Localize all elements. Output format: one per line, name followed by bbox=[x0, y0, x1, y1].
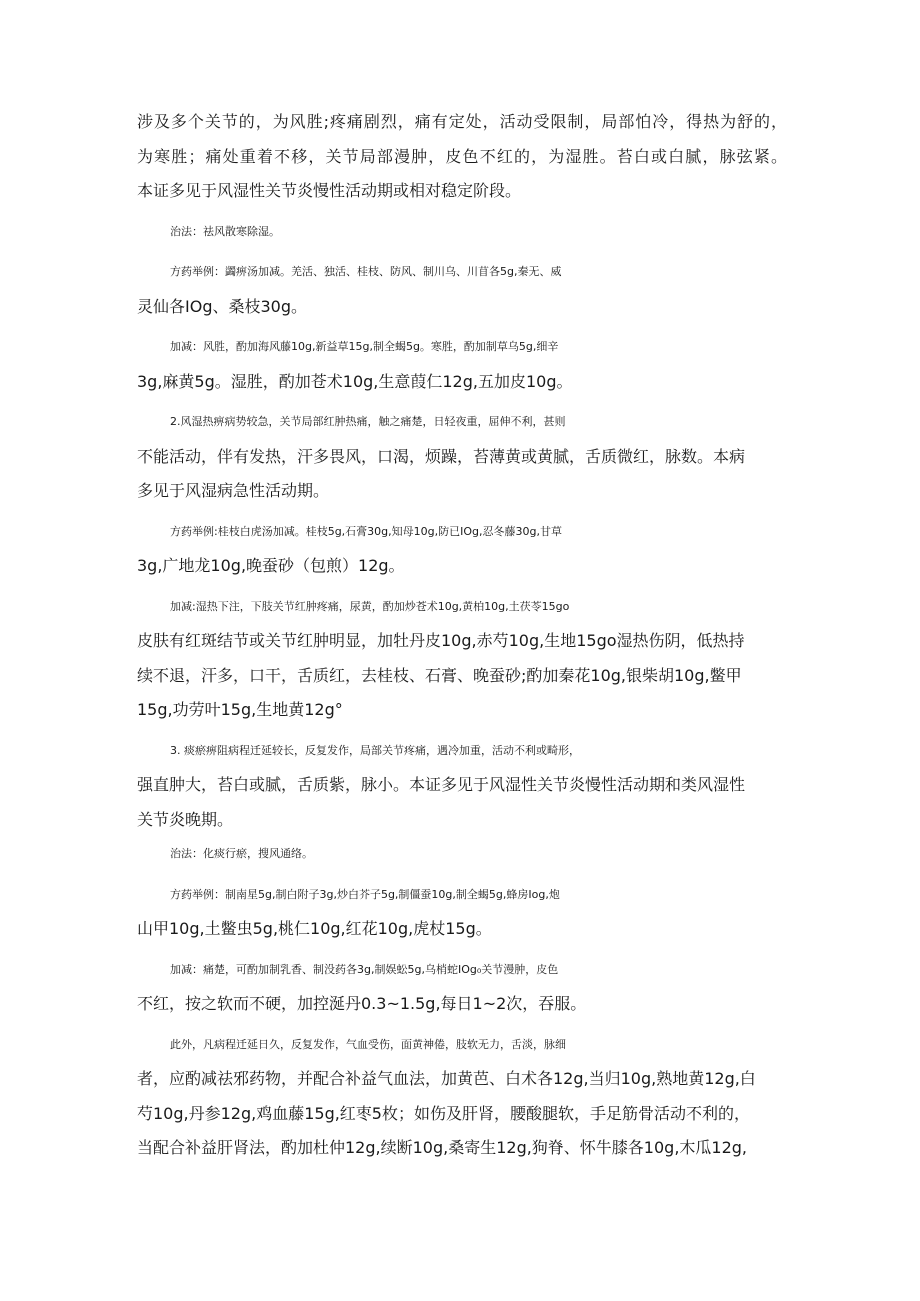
text-line: 当配合补益肝肾法，酌加杜仲12g,续断10g,桑寄生12g,狗脊、怀牛膝各10g,木瓜12g, bbox=[137, 1138, 748, 1157]
text-line: 3. 痰瘀痹阻病程迁延较长，反复发作，局部关节疼痛，遇冷加重，活动不利或畸形， bbox=[170, 743, 580, 757]
text-line: 强直肿大，苔白或腻，舌质紫，脉小。本证多见于风湿性关节炎慢性活动期和类风湿性 bbox=[137, 775, 746, 794]
text-line: 灵仙各IOg、桑枝30g。 bbox=[137, 296, 307, 316]
text-line: 治法：化痰行瘀，搜风通络。 bbox=[170, 847, 313, 860]
text-line: 此外，凡病程迁延日久，反复发作，气血受伤，面黄神倦，肢软无力，舌淡，脉细 bbox=[170, 1037, 566, 1051]
text-line: 15g,功劳叶15g,生地黄12g° bbox=[137, 700, 343, 719]
text-line: 者，应酌减祛邪药物，并配合补益气血法，加黄芭、白术各12g,当归10g,熟地黄12g,白 bbox=[137, 1069, 756, 1088]
text-line: 3g,麻黄5g。湿胜，酌加苍术10g,生意葭仁12g,五加皮10g。 bbox=[137, 371, 573, 391]
text-line: 涉及多个关节的，为风胜;疼痛剧烈，痛有定处，活动受限制，局部怕冷，得热为舒的， bbox=[137, 112, 787, 131]
text-line: 方药举例：制南星5g,制白附子3g,炒白芥子5g,制僵蚕10g,制全蝎5g,蜂房Iog,炮 bbox=[170, 887, 560, 901]
text-line: 芍10g,丹参12g,鸡血藤15g,红枣5枚；如伤及肝肾，腰酸腿软，手足筋骨活动不利的， bbox=[137, 1103, 750, 1123]
text-line: 方药举例：蠲痹汤加减。羌活、独活、桂枝、防风、制川乌、川苜各5g,秦无、威 bbox=[170, 265, 562, 278]
text-line: 3g,广地龙10g,晚蚕砂（包煎）12g。 bbox=[137, 556, 405, 575]
text-line: 2.风湿热痹病势较急，关节局部红肿热痛，触之痛楚，日轻夜重，屈伸不利，甚则 bbox=[170, 415, 566, 428]
text-line: 加减:湿热下注，下肢关节红肿疼痛，尿黄，酌加炒苍术10g,黄柏10g,土茯苓15go bbox=[170, 599, 570, 613]
text-line: 山甲10g,土鳖虫5g,桃仁10g,红花10g,虎杖15g。 bbox=[137, 919, 492, 938]
text-line: 续不退，汗多，口干，舌质红，去桂枝、石膏、晚蚕砂;酌加秦花10g,银柴胡10g,鳖甲 bbox=[137, 665, 742, 685]
text-line: 为寒胜；痛处重着不移，关节局部漫肿，皮色不红的，为湿胜。苔白或白腻，脉弦紧。 bbox=[137, 146, 787, 166]
text-line: 本证多见于风湿性关节炎慢性活动期或相对稳定阶段。 bbox=[137, 181, 522, 200]
text-line: 不红，按之软而不硬，加控涎丹0.3~1.5g,每日1~2次，吞服。 bbox=[137, 994, 587, 1013]
text-line: 方药举例:桂枝白虎汤加减。桂枝5g,石膏30g,知母10g,防已IOg,忍冬藤30g,甘草 bbox=[170, 524, 562, 538]
document-body bbox=[137, 105, 787, 1166]
text-line: 治法：祛风散寒除湿。 bbox=[170, 224, 280, 238]
text-line: 关节炎晚期。 bbox=[137, 809, 234, 829]
text-line: 加减：风胜，酌加海风藤10g,新益草15g,制全蝎5g。寒胜，酌加制草乌5g,细辛 bbox=[170, 340, 559, 353]
text-line: 皮肤有红斑结节或关节红肿明显，加牡丹皮10g,赤芍10g,生地15go湿热伤阴，低热持 bbox=[137, 631, 745, 650]
text-line: 不能活动，伴有发热，汗多畏风，口渴，烦躁，苔薄黄或黄腻，舌质微红，脉数。本病 bbox=[137, 446, 746, 466]
text-line: 多见于风湿病急性活动期。 bbox=[137, 481, 330, 500]
text-line: 加减：痛楚，可酌加制乳香、制没药各3g,制娱蚣5g,乌梢蛇IOg₀关节漫肿，皮色 bbox=[170, 962, 559, 976]
